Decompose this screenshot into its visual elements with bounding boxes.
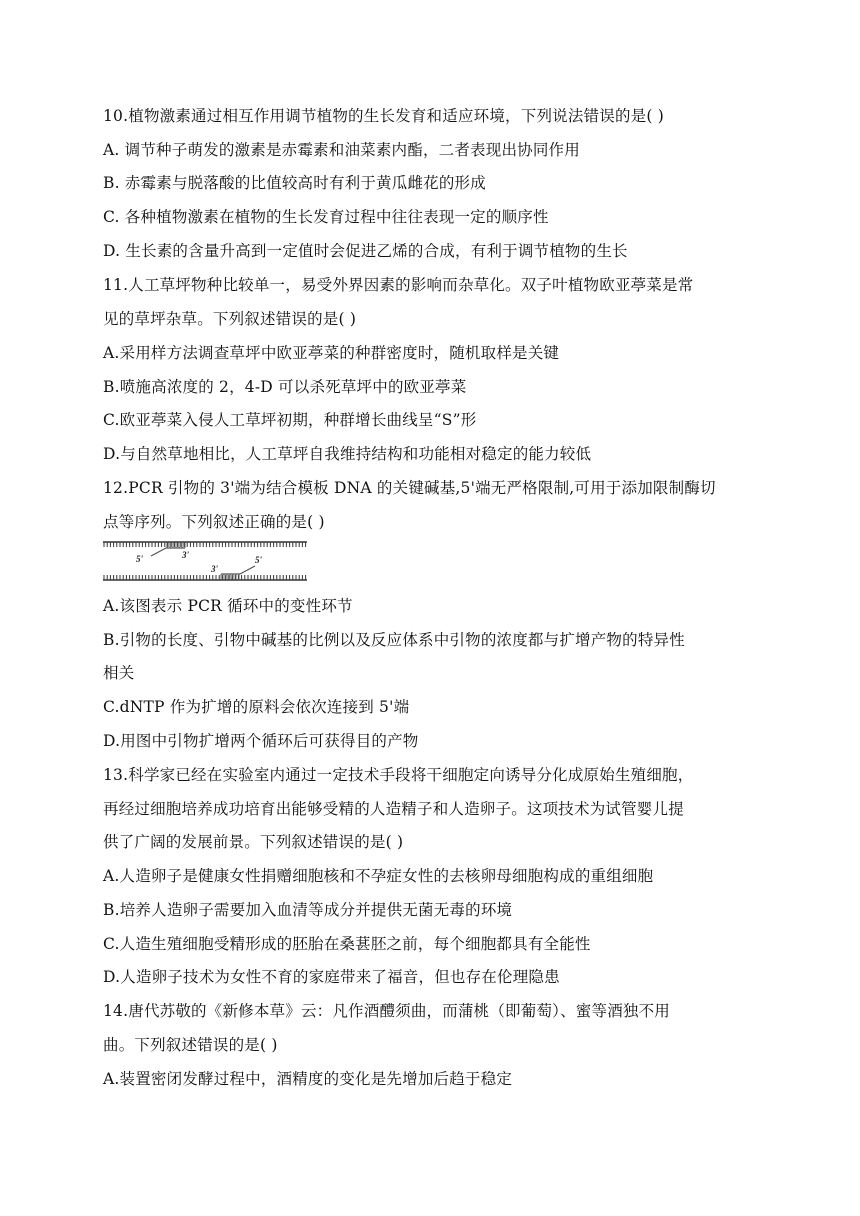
q12-stem-line-2: 点等序列。下列叙述正确的是( ) [103, 513, 325, 531]
q12-option-c: C.dNTP 作为扩增的原料会依次连接到 5'端 [103, 698, 410, 716]
template-strand-top [103, 542, 307, 547]
q12-option-d: D.用图中引物扩增两个循环后可获得目的产物 [103, 732, 419, 750]
q13-stem-line-2: 再经过细胞培养成功培育出能够受精的人造精子和人造卵子。这项技术为试管婴儿提 [103, 800, 684, 818]
q11-option-d: D.与自然草地相比，人工草坪自我维持结构和功能相对稳定的能力较低 [103, 445, 592, 463]
q13-option-d: D.人造卵子技术为女性不育的家庭带来了福音，但也存在伦理隐患 [103, 968, 560, 986]
label-5-prime-bottom: 5' [255, 555, 263, 565]
q10-option-c: C. 各种植物激素在植物的生长发育过程中往往表现一定的顺序性 [103, 208, 549, 226]
label-5-prime-top: 5' [136, 554, 144, 564]
q12-stem-line-1: 12.PCR 引物的 3'端为结合模板 DNA 的关键碱基,5'端无严格限制,可用于添加限制酶切 [103, 479, 716, 497]
q11-option-c: C.欧亚葶菜入侵人工草坪初期，种群增长曲线呈“S”形 [103, 411, 477, 429]
q11-option-b: B.喷施高浓度的 2，4-D 可以杀死草坪中的欧亚葶菜 [103, 378, 467, 396]
q13-option-b: B.培养人造卵子需要加入血清等成分并提供无菌无毒的环境 [103, 901, 513, 919]
q13-option-c: C.人造生殖细胞受精形成的胚胎在桑葚胚之前，每个细胞都具有全能性 [103, 935, 591, 953]
q12-option-b-line-1: B.引物的长度、引物中碱基的比例以及反应体系中引物的浓度都与扩增产物的特异性 [103, 631, 685, 649]
q12-option-a: A.该图表示 PCR 循环中的变性环节 [103, 597, 353, 615]
q11-stem-line-2: 见的草坪杂草。下列叙述错误的是( ) [103, 310, 357, 328]
q10-stem-line-1: 10.植物激素通过相互作用调节植物的生长发育和适应环境，下列说法错误的是( ) [103, 107, 664, 125]
q13-stem-line-3: 供了广阔的发展前景。下列叙述错误的是( ) [103, 833, 404, 851]
q14-stem-line-2: 曲。下列叙述错误的是( ) [103, 1036, 278, 1054]
q12-option-b-line-2: 相关 [103, 664, 135, 682]
template-strand-bottom [103, 575, 307, 580]
q10-option-d: D. 生长素的含量升高到一定值时会促进乙烯的合成，有利于调节植物的生长 [103, 242, 628, 260]
q11-stem-line-1: 11.人工草坪物种比较单一，易受外界因素的影响而杂草化。双子叶植物欧亚葶菜是常 [103, 276, 694, 294]
q10-option-a: A. 调节种子萌发的激素是赤霉素和油菜素内酯，二者表现出协同作用 [103, 141, 580, 159]
q13-stem-line-1: 13.科学家已经在实验室内通过一定技术手段将干细胞定向诱导分化成原始生殖细胞， [103, 766, 694, 784]
q13-option-a: A.人造卵子是健康女性捐赠细胞核和不孕症女性的去核卵母细胞构成的重组细胞 [103, 867, 654, 885]
q14-stem-line-1: 14.唐代苏敬的《新修本草》云：凡作酒醴须曲，而蒲桃（即葡萄）、蜜等酒独不用 [103, 1002, 671, 1020]
q10-option-b: B. 赤霉素与脱落酸的比值较高时有利于黄瓜雌花的形成 [103, 174, 486, 192]
q11-option-a: A.采用样方法调查草坪中欧亚葶菜的种群密度时，随机取样是关键 [103, 344, 560, 362]
label-3-prime-top: 3' [182, 550, 190, 560]
q14-option-a: A.装置密闭发酵过程中，酒精度的变化是先增加后趋于稳定 [103, 1070, 513, 1088]
pcr-primer-diagram [103, 538, 308, 584]
label-3-prime-bottom: 3' [211, 564, 219, 574]
